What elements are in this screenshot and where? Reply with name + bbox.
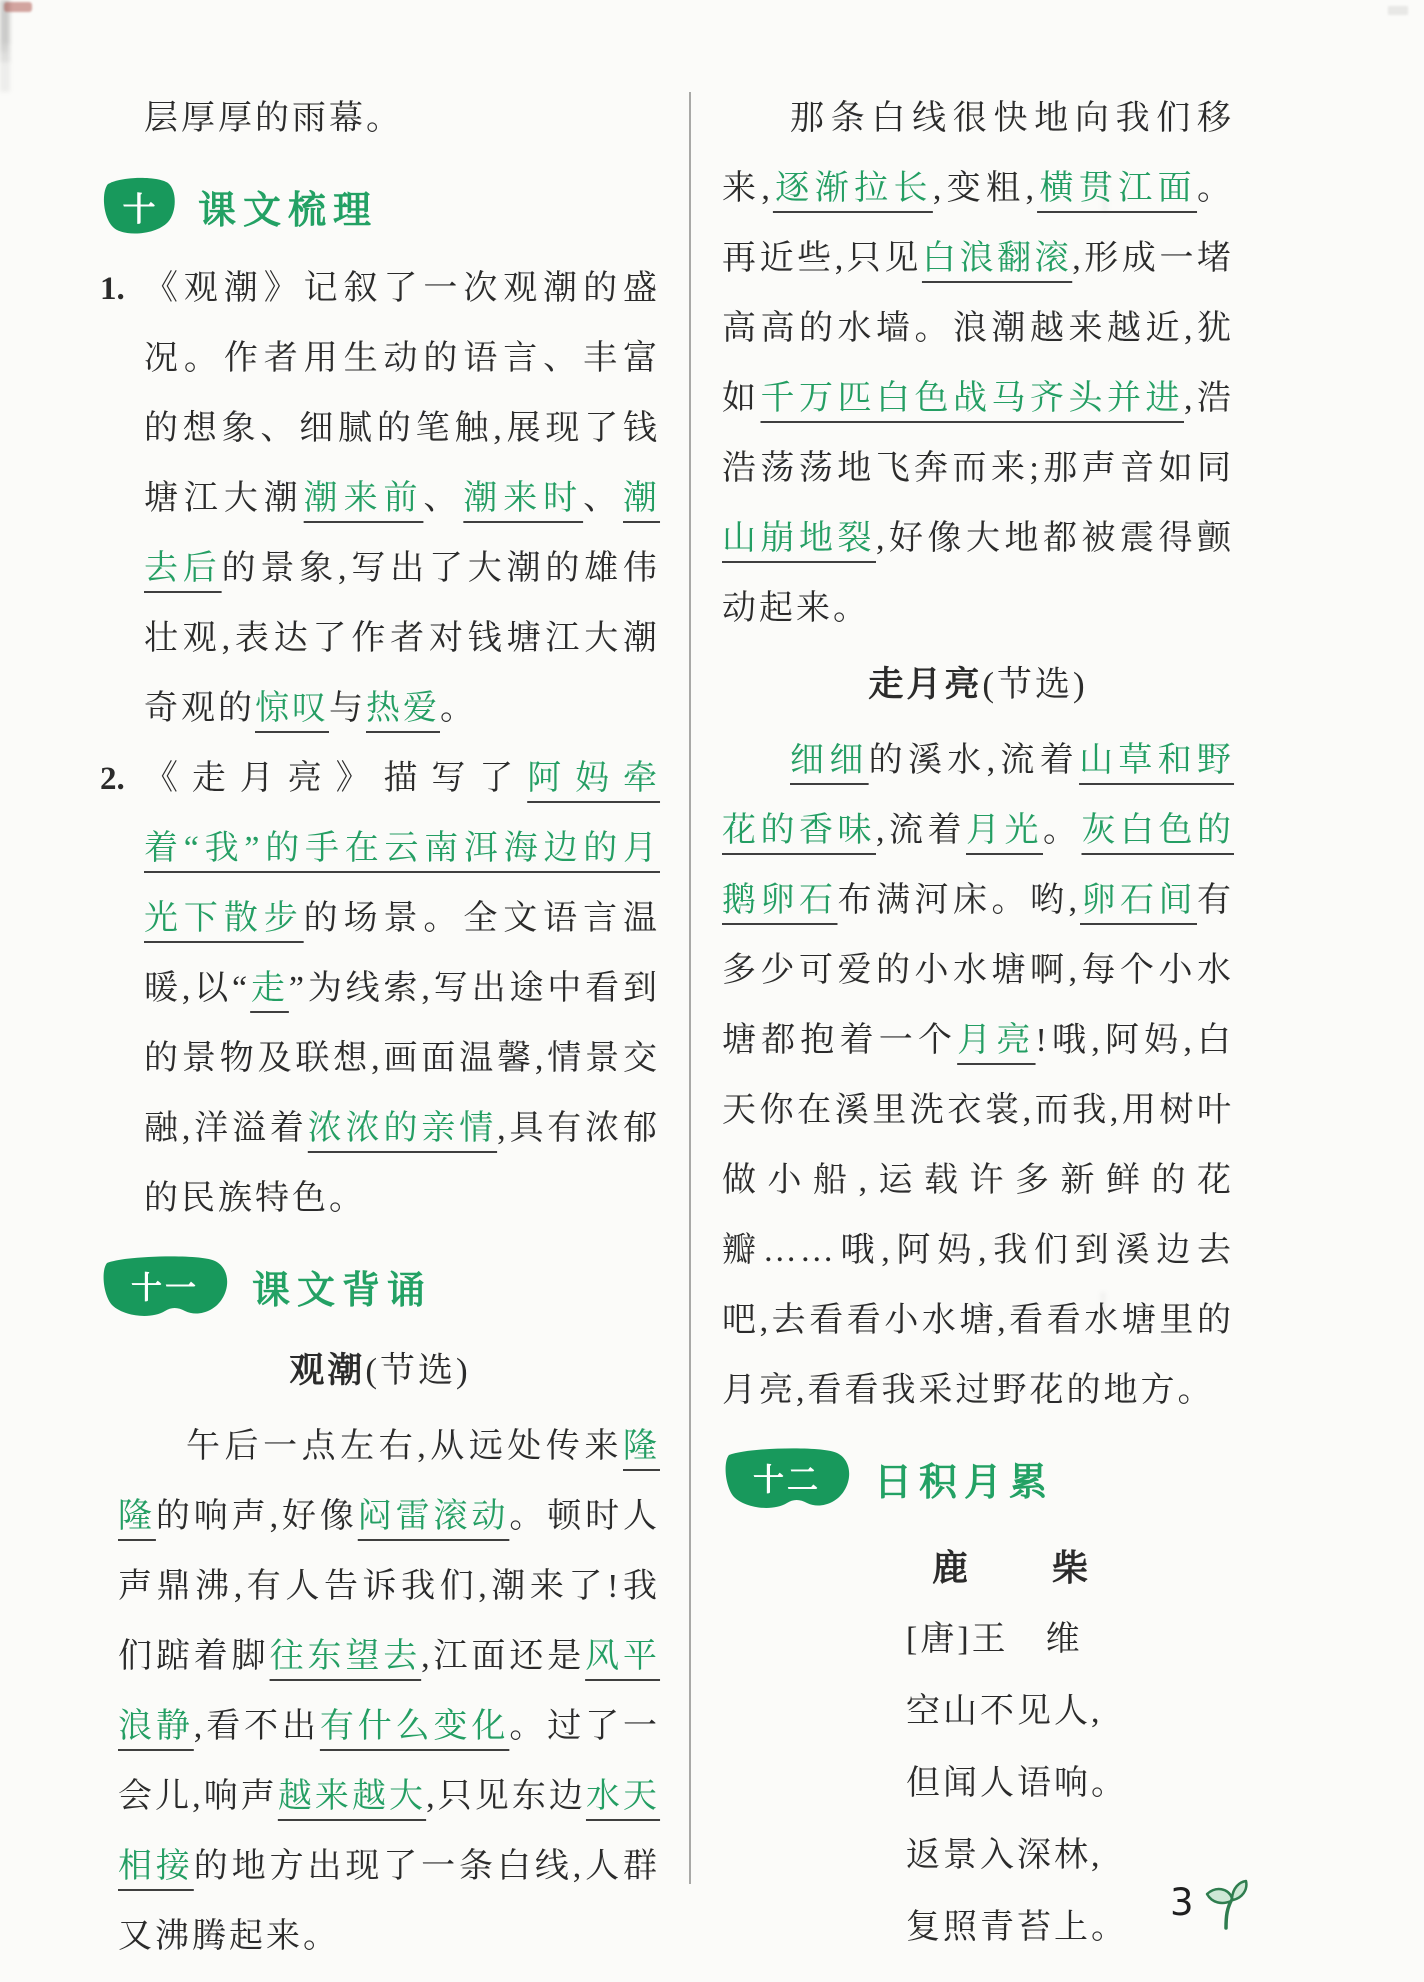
text-run: ,江面还是: [421, 1638, 586, 1675]
item-number: 1.: [100, 271, 125, 307]
text-run: 的场景。全文语言温暖,以“: [144, 900, 661, 1007]
key-phrase: 惊叹: [255, 690, 329, 727]
excerpt-title-main: 走月亮: [868, 665, 983, 704]
section-title: 课文梳理: [198, 189, 379, 232]
item-text: [144, 254, 660, 744]
excerpt-title-sub: (节选): [365, 1351, 471, 1390]
text-run: 的响声,好像: [155, 1498, 358, 1535]
key-phrase: 有什么变化: [319, 1708, 510, 1745]
leaf-badge-icon: [100, 175, 178, 237]
text-run: 的地方出现了一条白线,人群又沸腾起来。: [118, 1848, 661, 1955]
key-phrase: 白浪翻滚: [921, 240, 1073, 277]
poem-line: 复照青苔上。: [906, 1909, 1128, 1946]
text-run: ,形成一堵高高的水墙。浪潮越来越近,犹如: [722, 240, 1235, 417]
section-header-kewen-shuli: [100, 168, 660, 244]
scan-artifact: [1388, 6, 1408, 15]
key-phrase: 月亮: [957, 1022, 1036, 1059]
key-phrase: 水天相接: [118, 1778, 661, 1885]
key-phrase: 山草和野花的香味: [722, 742, 1235, 849]
key-phrase: 隆隆: [118, 1428, 660, 1535]
key-phrase: 浓浓的亲情: [307, 1110, 498, 1147]
key-phrase: 月光: [966, 812, 1043, 849]
text-run: 《走月亮》描写了: [144, 760, 528, 797]
text-run: 、: [423, 480, 464, 517]
poem-title: 鹿 柴: [932, 1548, 1093, 1588]
list-item: [100, 744, 660, 1234]
key-phrase: 走: [250, 970, 289, 1007]
text-run: !哦,阿妈,白天你在溪里洗衣裳,而我,用树叶做小船,运载许多新鲜的花瓣……哦,阿妈,我们到溪边去吧,去看看小水塘,看看水塘里的月亮,看看我采过野花的地方。: [722, 1022, 1235, 1409]
key-phrase: 越来越大: [277, 1778, 427, 1815]
text-run: 那条白线很快地向我们移来,: [722, 100, 1234, 207]
key-phrase: 热爱: [366, 690, 440, 727]
text-run: ,具有浓郁的民族特色。: [144, 1110, 661, 1217]
key-phrase: 灰白色的鹅卵石: [722, 812, 1234, 919]
text-run: 。: [440, 690, 477, 727]
section-header-kewen-beisong: [100, 1248, 660, 1324]
item-number: 2.: [100, 761, 125, 797]
key-phrase: 闷雷滚动: [357, 1498, 510, 1535]
section-title: 课文背诵: [252, 1269, 433, 1312]
right-column: [722, 84, 1234, 1964]
excerpt-paragraph: [722, 726, 1234, 1426]
section-header-riji-yuelei: [722, 1440, 1234, 1516]
text-run: ,看不出: [193, 1708, 320, 1745]
text-run: 午后一点左右,从远处传来: [186, 1428, 623, 1465]
text-run: ,浩浩荡荡地飞奔而来;那声音如同: [722, 380, 1234, 487]
scan-artifact: [0, 0, 10, 92]
excerpt-title: [722, 648, 1234, 722]
text-run: 。再近些,只见: [722, 170, 1235, 277]
sprout-icon: [1204, 1878, 1248, 1935]
carryover-text: 层厚厚的雨幕。: [144, 100, 403, 137]
poem-line: 空山不见人,: [906, 1693, 1103, 1730]
key-phrase: 往东望去: [269, 1638, 422, 1675]
scan-artifact: [0, 0, 10, 62]
leaf-badge-icon: [100, 1254, 232, 1318]
section-number: 十: [122, 190, 156, 228]
text-run: 与: [329, 690, 366, 727]
excerpt-title: [100, 1334, 660, 1408]
text-run: 。: [1043, 812, 1082, 849]
text-run: 、: [583, 480, 624, 517]
text-run: ,只见东边: [426, 1778, 586, 1815]
excerpt-paragraph: [722, 84, 1234, 644]
poem-line: 但闻人语响。: [906, 1765, 1128, 1802]
page-number: 3: [1170, 1881, 1194, 1924]
text-run: ”为线索,写出途中看到的景物及联想,画面温馨,情景交融,洋溢着: [144, 970, 661, 1147]
excerpt-paragraph: [118, 1412, 660, 1972]
key-phrase: 细细: [790, 742, 869, 779]
poem-author: [唐]王 维: [906, 1621, 1083, 1658]
key-phrase: 卵石间: [1080, 882, 1197, 919]
text-run: 。顿时人声鼎沸,有人告诉我们,潮来了!我们踮着脚: [118, 1498, 661, 1675]
leaf-badge-icon: [722, 1446, 854, 1510]
text-run: ,好像大地都被震得颤动起来。: [722, 520, 1234, 627]
left-column: [100, 84, 660, 1972]
text-run: ,流着: [876, 812, 966, 849]
key-phrase: 阿妈牵着“我”的手在云南洱海边的月光下散步: [144, 760, 661, 937]
text-run: 布满河床。哟,: [837, 882, 1080, 919]
key-phrase: 山崩地裂: [722, 520, 876, 557]
text-run: 的溪水,流着: [868, 742, 1080, 779]
text-run: 有多少可爱的小水塘啊,每个小水塘都抱着一个: [722, 882, 1234, 1059]
column-divider: [689, 92, 691, 1884]
key-phrase: 潮来前: [303, 480, 424, 517]
key-phrase: 横贯江面: [1037, 170, 1198, 207]
page-footer: [1170, 1878, 1248, 1935]
text-run: ,变粗,: [932, 170, 1038, 207]
list-item: [100, 254, 660, 744]
section-title: 日积月累: [874, 1461, 1055, 1504]
scan-artifact: [2, 0, 10, 44]
section-number: 十一: [131, 1270, 199, 1306]
key-phrase: 潮去后: [144, 480, 661, 587]
text-run: 。过了一会儿,响声: [118, 1708, 661, 1815]
excerpt-title-sub: (节选): [982, 665, 1088, 704]
text-run: 《观潮》记叙了一次观潮的盛况。作者用生动的语言、丰富的想象、细腻的笔触,展现了钱塘江大潮: [144, 270, 660, 517]
excerpt-title-main: 观潮: [289, 1351, 366, 1390]
key-phrase: 千万匹白色战马齐头并进: [760, 380, 1184, 417]
section-number: 十二: [753, 1462, 821, 1498]
key-phrase: 逐渐拉长: [772, 170, 933, 207]
poem-line: 返景入深林,: [906, 1837, 1103, 1874]
scan-artifact: [0, 0, 8, 52]
scan-artifact: [4, 2, 32, 12]
item-text: [144, 744, 660, 1234]
key-phrase: 风平浪静: [118, 1638, 661, 1745]
text-run: 的景象,写出了大潮的雄伟壮观,表达了作者对钱塘江大潮奇观的: [144, 550, 661, 727]
key-phrase: 潮来时: [463, 480, 584, 517]
